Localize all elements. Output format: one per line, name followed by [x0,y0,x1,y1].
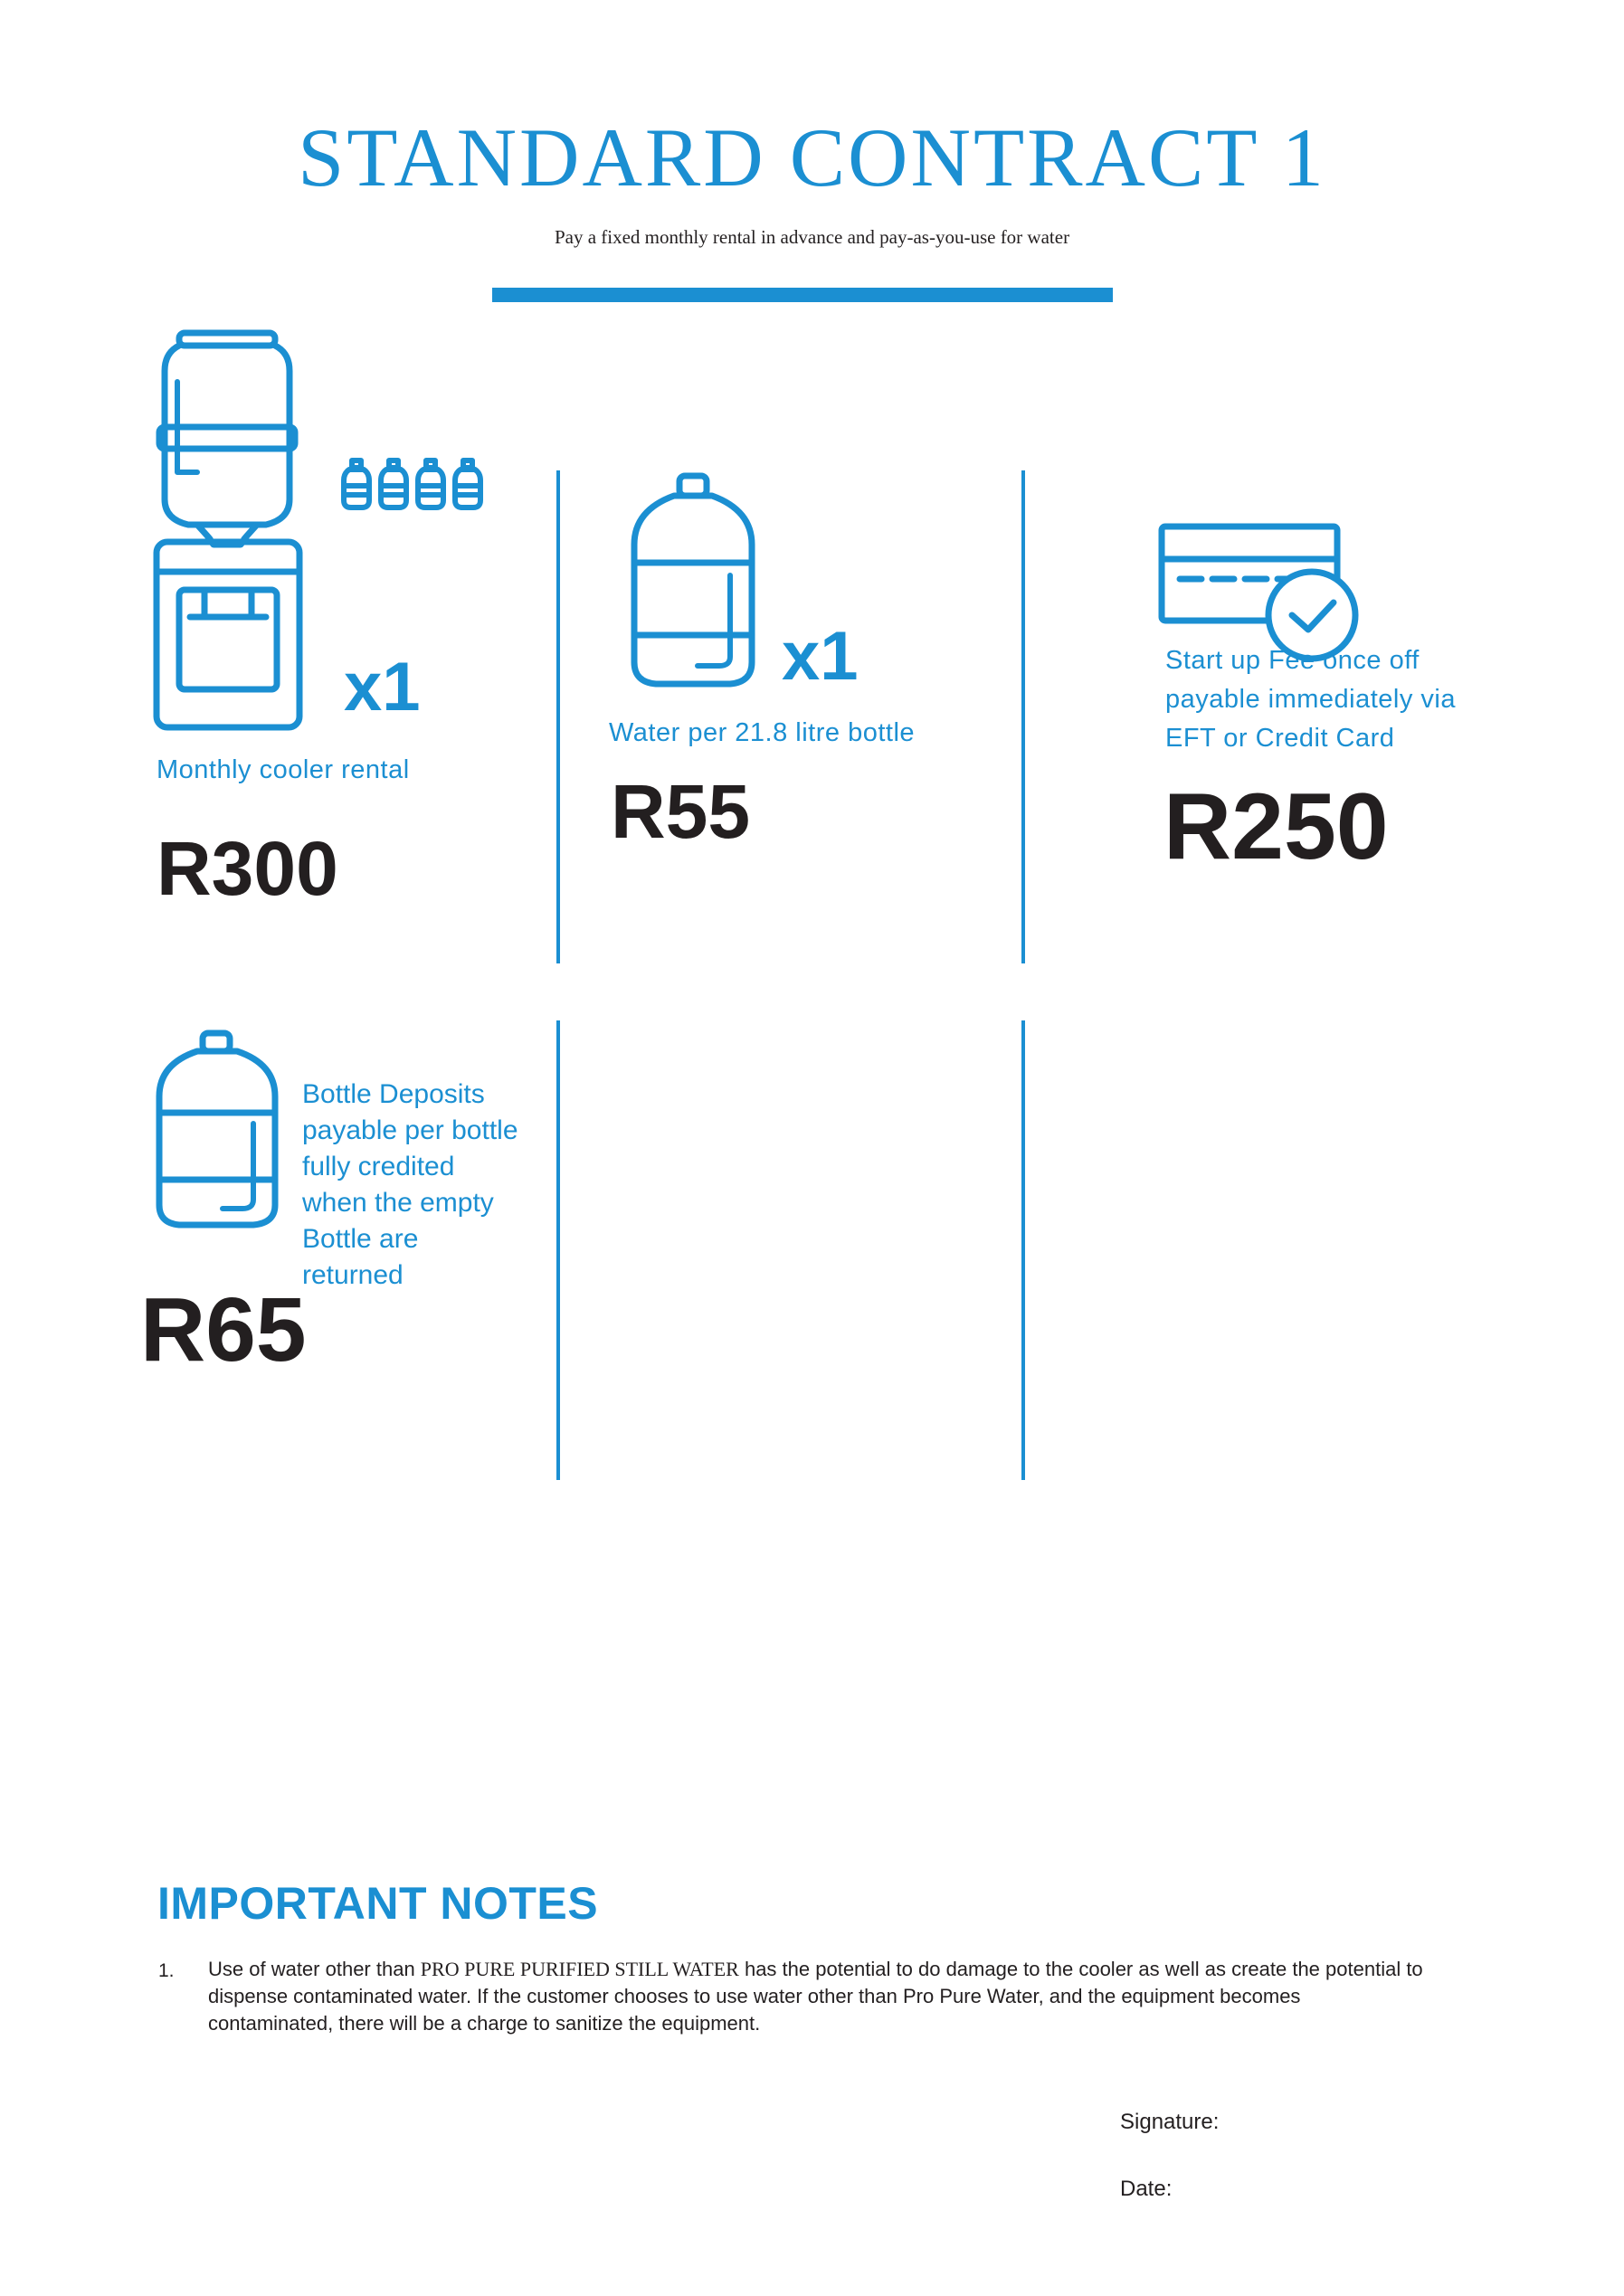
deposit-label-line: fully credited [302,1152,455,1181]
water-price: R55 [611,769,751,854]
column-divider [556,1020,560,1480]
water-cooler-icon [152,327,315,735]
startup-label-line: payable immediately via [1165,685,1456,714]
deposit-label-line: Bottle are [302,1224,419,1254]
cooler-label: Monthly cooler rental [157,755,410,784]
cooler-quantity: x1 [344,649,421,726]
column-divider [1021,470,1025,963]
note-brand: Pro Pure Water [903,1985,1039,2007]
deposit-label-line: returned [302,1260,404,1290]
deposit-label [302,1077,518,1294]
notes-heading: IMPORTANT NOTES [157,1878,599,1929]
water-quantity: x1 [782,618,859,695]
note-text-part: , and the equipment becomes contaminated, there will be a charge to sanitize the equipment. [208,1985,1301,2035]
column-divider [1021,1020,1025,1480]
deposit-label-line: when the empty [302,1188,494,1218]
date-label: Date: [1120,2177,1173,2201]
startup-label [1165,641,1456,758]
cooler-price: R300 [157,826,338,911]
note-number: 1. [158,1960,175,1981]
startup-price: R250 [1163,774,1389,879]
page-title: STANDARD CONTRACT 1 [298,111,1326,204]
signature-label: Signature: [1120,2110,1220,2134]
deposit-label-line: payable per bottle [302,1115,518,1145]
water-bottle-icon [629,472,765,689]
small-bottle-icon [342,457,487,511]
note-text [208,1956,1429,2037]
water-label: Water per 21.8 litre bottle [609,718,916,747]
note-text-part: Use of water other than [208,1958,421,1980]
credit-card-check-icon [1158,523,1366,659]
note-brand: PRO PURE PURIFIED STILL WATER [420,1958,739,1980]
startup-label-line: EFT or Credit Card [1165,724,1395,753]
deposit-price: R65 [140,1279,307,1380]
title-divider [492,288,1113,302]
water-bottle-icon [152,1029,288,1229]
column-divider [556,470,560,963]
note-text-part: has the potential to do damage to the cooler as well as create the potential to dispense contaminated water. If the customer chooses to use water other than [208,1958,1423,2007]
page-subtitle: Pay a fixed monthly rental in advance and pay-as-you-use for water [554,226,1070,248]
startup-label-line: Start up Fee once off [1165,646,1420,675]
deposit-label-line: Bottle Deposits [302,1079,485,1109]
